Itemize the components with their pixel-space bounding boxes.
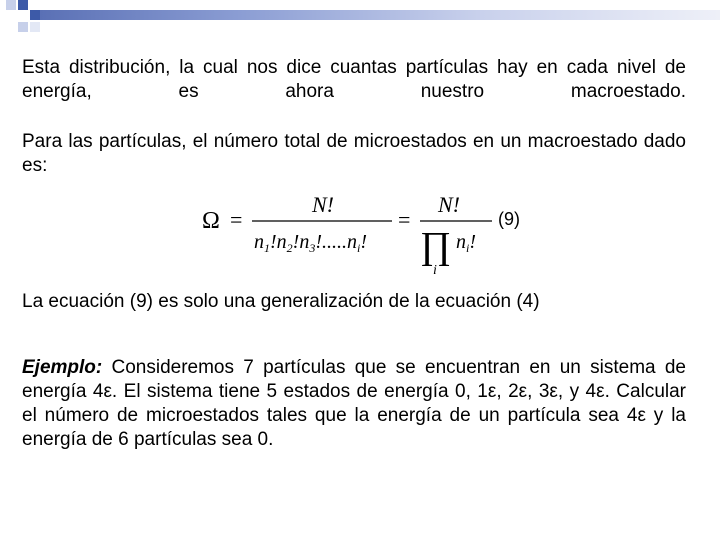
equals-sign-2: = [398, 207, 411, 232]
paragraph-generalization: La ecuación (9) es solo una generalización de la ecuación (4) [22, 291, 540, 312]
deco-square [18, 22, 28, 32]
header-decoration [0, 0, 720, 50]
equation-9 [200, 190, 540, 280]
paragraph-distribution: Esta distribución, la cual nos dice cuantas partículas hay en cada nivel de energía, es ahora nuestro macroestado. [22, 57, 686, 102]
paragraph-microstates: Para las partículas, el número total de microestados en un macroestado dado es: [22, 131, 686, 176]
deco-square [30, 22, 40, 32]
deco-square [18, 0, 28, 10]
paragraph-example [22, 356, 686, 452]
example-text: Consideremos 7 partículas que se encuentran en un sistema de energía 4ε. El sistema tiene 5 estados de energía 0, 1ε, 2ε, 3ε, y 4ε. Calcular el número de microestados tales que la energía de un partícula sea 4ε y la energía de 6 partículas sea 0. [22, 357, 686, 450]
numerator-n-factorial-2: N! [438, 192, 460, 217]
deco-square [6, 0, 16, 10]
header-gradient-bar [40, 10, 720, 20]
equation-number: (9) [498, 209, 520, 229]
denominator-product: $n_1!n_2!n_3!.....n_i$! [254, 231, 368, 255]
numerator-n-factorial: N! [312, 192, 334, 217]
omega-symbol: Ω [202, 208, 220, 234]
equals-sign: = [230, 207, 243, 232]
product-term: $n_i$! [456, 231, 477, 255]
product-index: i [433, 263, 437, 278]
example-label: Ejemplo: [22, 357, 103, 378]
product-symbol: ∏ [420, 225, 452, 267]
deco-square [30, 10, 40, 20]
